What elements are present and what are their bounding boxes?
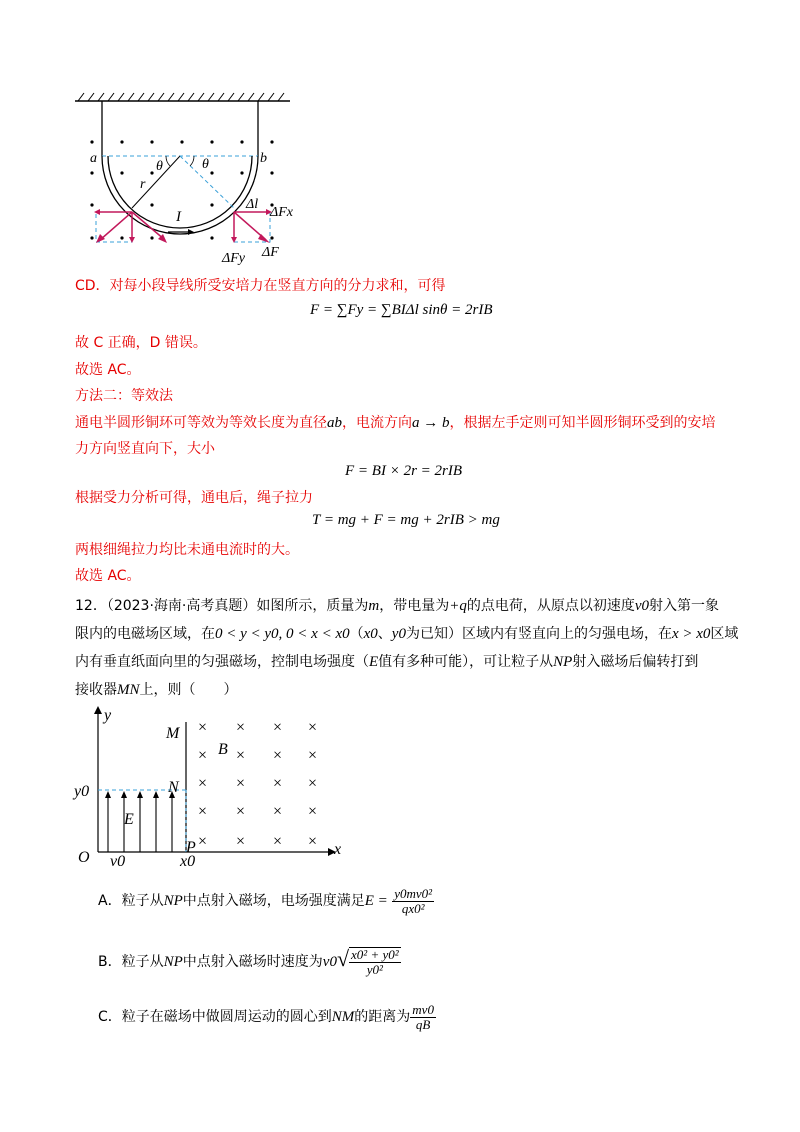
option-B-fraction <box>349 947 401 977</box>
method1-line2: 故 C 正确，D 错误。 <box>75 335 207 351</box>
label-P: P <box>186 839 196 856</box>
option-B[interactable] <box>98 942 401 979</box>
label-origin: O <box>78 849 90 866</box>
option-A-mid: 中点射入磁场，电场强度满足 <box>182 893 365 909</box>
method2-line1a: 通电半圆形铜环可等效为等效长度为直径 <box>75 415 327 431</box>
option-B-mid: 中点射入磁场时速度为 <box>182 954 323 970</box>
q12-line2 <box>75 624 738 644</box>
q12-l1a: 如图所示，质量为 <box>256 598 369 614</box>
field-cross: × <box>198 833 208 850</box>
label-y0: y0 <box>74 783 90 800</box>
q12-l3c: 射入磁场后偏转打到 <box>572 654 699 670</box>
q12-l3b: 值有多种可能），可让粒子从 <box>378 654 554 670</box>
option-A-pre: A．粒子从 <box>98 893 164 909</box>
label-dFy: ΔFy <box>222 251 245 266</box>
option-C-pre: C．粒子在磁场中做圆周运动的圆心到 <box>98 1009 332 1025</box>
q12-source: （2023·海南·高考真题） <box>106 598 257 614</box>
q12-l2c: 、 <box>377 626 392 642</box>
label-dFx: ΔFx <box>270 205 293 220</box>
option-A-NP: NP <box>163 893 183 909</box>
field-cross: × <box>308 747 318 764</box>
field-cross: × <box>198 719 208 736</box>
q12-l1d: 射入第一象 <box>649 598 719 614</box>
option-C-fraction <box>410 1003 436 1032</box>
field-cross: × <box>273 719 283 736</box>
q12-MN: MN <box>117 682 140 698</box>
option-A[interactable] <box>98 884 434 918</box>
method2-line1b: ，电流方向 <box>342 415 412 431</box>
method2-dir: a → b <box>412 415 450 431</box>
method2-line1 <box>75 413 716 433</box>
field-cross: × <box>198 747 208 764</box>
option-C-NM: NM <box>331 1009 355 1025</box>
option-C-num: mv0 <box>412 1001 434 1017</box>
method2-line1c: ，根据左手定则可知半圆形铜环受到的安培 <box>449 415 716 431</box>
option-A-num: y0mv0² <box>394 885 433 901</box>
label-B: B <box>218 741 228 758</box>
label-v0: v0 <box>110 853 126 870</box>
q12-q: +q <box>449 598 467 614</box>
field-cross: × <box>236 719 246 736</box>
field-cross: × <box>273 747 283 764</box>
q12-line1 <box>75 596 719 616</box>
q12-l1c: 的点电荷，从原点以初速度 <box>466 598 635 614</box>
option-C-den: qB <box>415 1016 431 1032</box>
q12-l4b: 上，则（ ） <box>139 682 238 698</box>
q12-l2e: 区域 <box>710 626 739 642</box>
field-cross: × <box>308 803 318 820</box>
label-current: I <box>176 209 181 225</box>
option-B-pre: B．粒子从 <box>98 954 164 970</box>
label-E: E <box>124 811 134 828</box>
method2-line5: 故选 AC。 <box>75 568 141 584</box>
q12-cond: 0 < y < y0, 0 < x < x0 <box>215 626 350 642</box>
method1-formula: F = ∑Fy = ∑BIΔl sinθ = 2rIB <box>310 302 493 318</box>
field-cross: × <box>236 775 246 792</box>
field-cross: × <box>273 775 283 792</box>
label-dF: ΔF <box>262 245 279 260</box>
sqrt-sign: √ <box>336 946 350 971</box>
method1-line1: CD．对每小段导线所受安培力在竖直方向的分力求和，可得 <box>75 278 446 294</box>
method2-line4: 两根细绳拉力均比未通电流时的大。 <box>75 542 299 558</box>
q12-v0: v0 <box>634 598 649 614</box>
figure-em-field <box>70 702 360 872</box>
option-C[interactable] <box>98 1000 436 1034</box>
method2-formula2: T = mg + F = mg + 2rIB > mg <box>312 512 500 528</box>
method2-line3: 根据受力分析可得，通电后，绳子拉力 <box>75 490 313 506</box>
field-cross: × <box>273 803 283 820</box>
field-cross: × <box>308 833 318 850</box>
field-cross: × <box>308 775 318 792</box>
method2-title: 方法二：等效法 <box>75 388 173 404</box>
field-cross: × <box>236 833 246 850</box>
axis-label-y: y <box>104 707 112 724</box>
q12-cond2: x > x0 <box>671 626 711 642</box>
label-x0: x0 <box>180 853 196 870</box>
q12-m: m <box>368 598 380 614</box>
field-cross: × <box>236 803 246 820</box>
label-a: a <box>90 151 97 166</box>
q12-line4 <box>75 680 238 700</box>
label-dl: Δl <box>246 197 259 212</box>
q12-y0: y0 <box>391 626 406 642</box>
q12-E: E <box>369 654 379 670</box>
option-B-NP: NP <box>163 954 183 970</box>
q12-l1b: ，带电量为 <box>379 598 450 614</box>
label-theta-right: θ <box>202 157 209 172</box>
method2-line2: 力方向竖直向下，大小 <box>75 441 215 457</box>
option-B-den: y0² <box>366 962 383 977</box>
label-b: b <box>260 151 267 166</box>
method2-ab: ab <box>327 415 342 431</box>
q12-x0: x0 <box>363 626 378 642</box>
option-B-num: x0² + y0² <box>351 947 399 962</box>
field-cross: × <box>198 803 208 820</box>
field-cross: × <box>198 775 208 792</box>
method2-formula1: F = BI × 2r = 2rIB <box>345 463 463 479</box>
q12-l2b: （ <box>349 626 364 642</box>
q12-l3a: 内有垂直纸面向里的匀强磁场，控制电场强度（ <box>75 654 369 670</box>
option-C-mid: 的距离为 <box>354 1009 411 1025</box>
option-B-v0: v0 <box>322 954 337 970</box>
field-cross: × <box>273 833 283 850</box>
option-A-fraction <box>392 887 434 916</box>
label-M: M <box>166 725 180 742</box>
field-cross: × <box>236 747 246 764</box>
q12-NP: NP <box>553 654 573 670</box>
field-cross: × <box>308 719 318 736</box>
option-A-lhs: E = <box>364 893 388 909</box>
q12-l2a: 限内的电磁场区域，在 <box>75 626 215 642</box>
q12-number: 12． <box>75 598 107 614</box>
option-A-den: qx0² <box>401 900 425 916</box>
q12-l2d: 为已知）区域内有竖直向上的匀强电场，在 <box>405 626 672 642</box>
q12-l4a: 接收器 <box>75 682 117 698</box>
label-N: N <box>168 779 179 796</box>
label-r: r <box>140 177 146 192</box>
axis-label-x: x <box>334 841 342 858</box>
figure-semicircle-ring <box>70 90 300 275</box>
method1-line3: 故选 AC。 <box>75 362 141 378</box>
label-theta-left: θ <box>156 159 163 174</box>
q12-line3 <box>75 652 698 672</box>
